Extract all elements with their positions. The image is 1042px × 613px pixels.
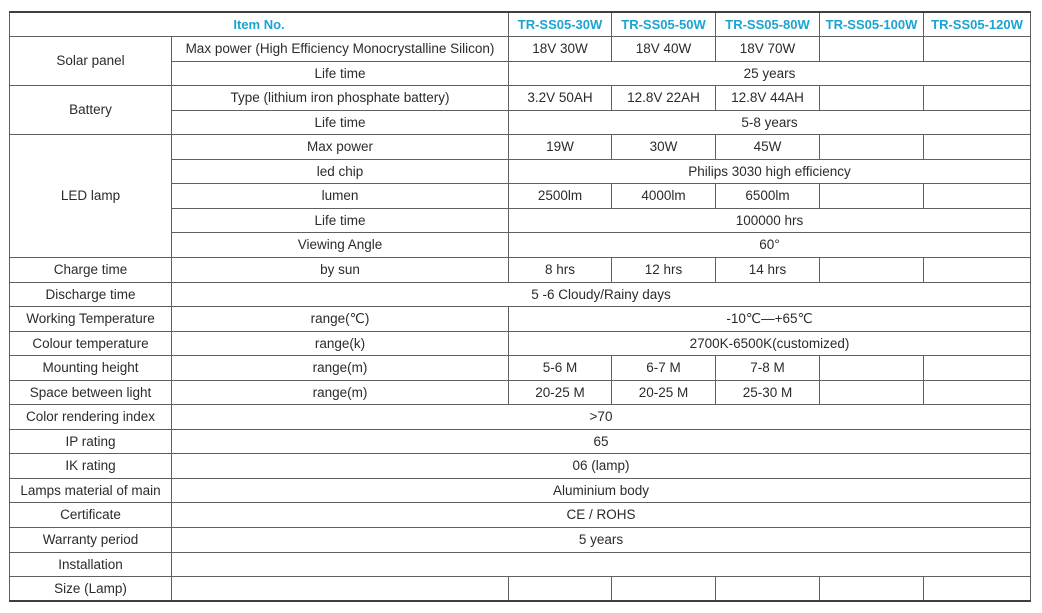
lumen-label: lumen	[172, 184, 509, 209]
discharge-time-value: 5 -6 Cloudy/Rainy days	[172, 282, 1031, 307]
material-label: Lamps material of main	[10, 478, 172, 503]
solar-life-label: Life time	[172, 61, 509, 86]
table-row	[10, 331, 1031, 356]
header-row	[10, 12, 1031, 37]
table-row	[10, 429, 1031, 454]
table-row	[10, 405, 1031, 430]
table-row	[10, 380, 1031, 405]
charge-time-sub: by sun	[172, 257, 509, 282]
model-header-30w: TR-SS05-30W	[509, 12, 612, 37]
empty-cell	[924, 257, 1031, 282]
ik-rating-label: IK rating	[10, 454, 172, 479]
colour-temp-value: 2700K-6500K(customized)	[509, 331, 1031, 356]
solar-max-power-80w: 18V 70W	[716, 37, 820, 62]
spacing-label: Space between light	[10, 380, 172, 405]
material-value: Aluminium body	[172, 478, 1031, 503]
led-life-label: Life time	[172, 208, 509, 233]
spec-table	[9, 11, 1031, 602]
table-row	[10, 503, 1031, 528]
spacing-80w: 25-30 M	[716, 380, 820, 405]
led-life-value: 100000 hrs	[509, 208, 1031, 233]
battery-type-label: Type (lithium iron phosphate battery)	[172, 86, 509, 111]
working-temp-value: -10℃—+65℃	[509, 307, 1031, 332]
lumen-30w: 2500lm	[509, 184, 612, 209]
model-header-80w: TR-SS05-80W	[716, 12, 820, 37]
colour-temp-label: Colour temperature	[10, 331, 172, 356]
ip-rating-label: IP rating	[10, 429, 172, 454]
table-row	[10, 307, 1031, 332]
ip-rating-value: 65	[172, 429, 1031, 454]
colour-temp-sub: range(k)	[172, 331, 509, 356]
cri-label: Color rendering index	[10, 405, 172, 430]
warranty-value: 5 years	[172, 527, 1031, 552]
mounting-height-sub: range(m)	[172, 356, 509, 381]
empty-cell	[820, 380, 924, 405]
mounting-height-30w: 5-6 M	[509, 356, 612, 381]
model-header-100w: TR-SS05-100W	[820, 12, 924, 37]
led-chip-label: led chip	[172, 159, 509, 184]
battery-type-30w: 3.2V 50AH	[509, 86, 612, 111]
cri-value: >70	[172, 405, 1031, 430]
installation-label: Installation	[10, 552, 172, 577]
empty-cell	[924, 577, 1031, 602]
working-temp-sub: range(℃)	[172, 307, 509, 332]
empty-cell	[172, 577, 509, 602]
empty-cell	[924, 135, 1031, 160]
empty-cell	[820, 86, 924, 111]
empty-cell	[612, 577, 716, 602]
mounting-height-50w: 6-7 M	[612, 356, 716, 381]
solar-life-value: 25 years	[509, 61, 1031, 86]
empty-cell	[820, 184, 924, 209]
spacing-30w: 20-25 M	[509, 380, 612, 405]
solar-max-power-50w: 18V 40W	[612, 37, 716, 62]
empty-cell	[820, 135, 924, 160]
table-row	[10, 356, 1031, 381]
viewing-angle-value: 60°	[509, 233, 1031, 258]
table-row	[10, 478, 1031, 503]
model-header-120w: TR-SS05-120W	[924, 12, 1031, 37]
battery-type-50w: 12.8V 22AH	[612, 86, 716, 111]
viewing-angle-label: Viewing Angle	[172, 233, 509, 258]
led-max-power-50w: 30W	[612, 135, 716, 160]
empty-cell	[820, 356, 924, 381]
empty-cell	[820, 37, 924, 62]
empty-cell	[820, 257, 924, 282]
led-max-power-label: Max power	[172, 135, 509, 160]
battery-label: Battery	[10, 86, 172, 135]
size-label: Size (Lamp)	[10, 577, 172, 602]
charge-time-30w: 8 hrs	[509, 257, 612, 282]
led-lamp-label: LED lamp	[10, 135, 172, 258]
model-header-50w: TR-SS05-50W	[612, 12, 716, 37]
certificate-label: Certificate	[10, 503, 172, 528]
empty-cell	[924, 86, 1031, 111]
empty-cell	[172, 552, 1031, 577]
table-row	[10, 257, 1031, 282]
solar-max-power-label: Max power (High Efficiency Monocrystalline Silicon)	[172, 37, 509, 62]
empty-cell	[716, 577, 820, 602]
solar-max-power-30w: 18V 30W	[509, 37, 612, 62]
charge-time-50w: 12 hrs	[612, 257, 716, 282]
working-temp-label: Working Temperature	[10, 307, 172, 332]
battery-life-label: Life time	[172, 110, 509, 135]
charge-time-80w: 14 hrs	[716, 257, 820, 282]
table-row	[10, 527, 1031, 552]
lumen-50w: 4000lm	[612, 184, 716, 209]
table-row	[10, 135, 1031, 160]
lumen-80w: 6500lm	[716, 184, 820, 209]
led-max-power-80w: 45W	[716, 135, 820, 160]
table-row	[10, 86, 1031, 111]
solar-panel-label: Solar panel	[10, 37, 172, 86]
item-no-header: Item No.	[10, 12, 509, 37]
empty-cell	[820, 577, 924, 602]
spacing-sub: range(m)	[172, 380, 509, 405]
ik-rating-value: 06 (lamp)	[172, 454, 1031, 479]
battery-life-value: 5-8 years	[509, 110, 1031, 135]
empty-cell	[924, 356, 1031, 381]
table-row	[10, 282, 1031, 307]
table-row	[10, 454, 1031, 479]
mounting-height-80w: 7-8 M	[716, 356, 820, 381]
empty-cell	[924, 184, 1031, 209]
charge-time-label: Charge time	[10, 257, 172, 282]
led-max-power-30w: 19W	[509, 135, 612, 160]
table-row	[10, 552, 1031, 577]
spacing-50w: 20-25 M	[612, 380, 716, 405]
empty-cell	[924, 380, 1031, 405]
mounting-height-label: Mounting height	[10, 356, 172, 381]
led-chip-value: Philips 3030 high efficiency	[509, 159, 1031, 184]
warranty-label: Warranty period	[10, 527, 172, 552]
empty-cell	[924, 37, 1031, 62]
battery-type-80w: 12.8V 44AH	[716, 86, 820, 111]
empty-cell	[509, 577, 612, 602]
certificate-value: CE / ROHS	[172, 503, 1031, 528]
discharge-time-label: Discharge time	[10, 282, 172, 307]
table-row	[10, 37, 1031, 62]
table-row	[10, 577, 1031, 602]
